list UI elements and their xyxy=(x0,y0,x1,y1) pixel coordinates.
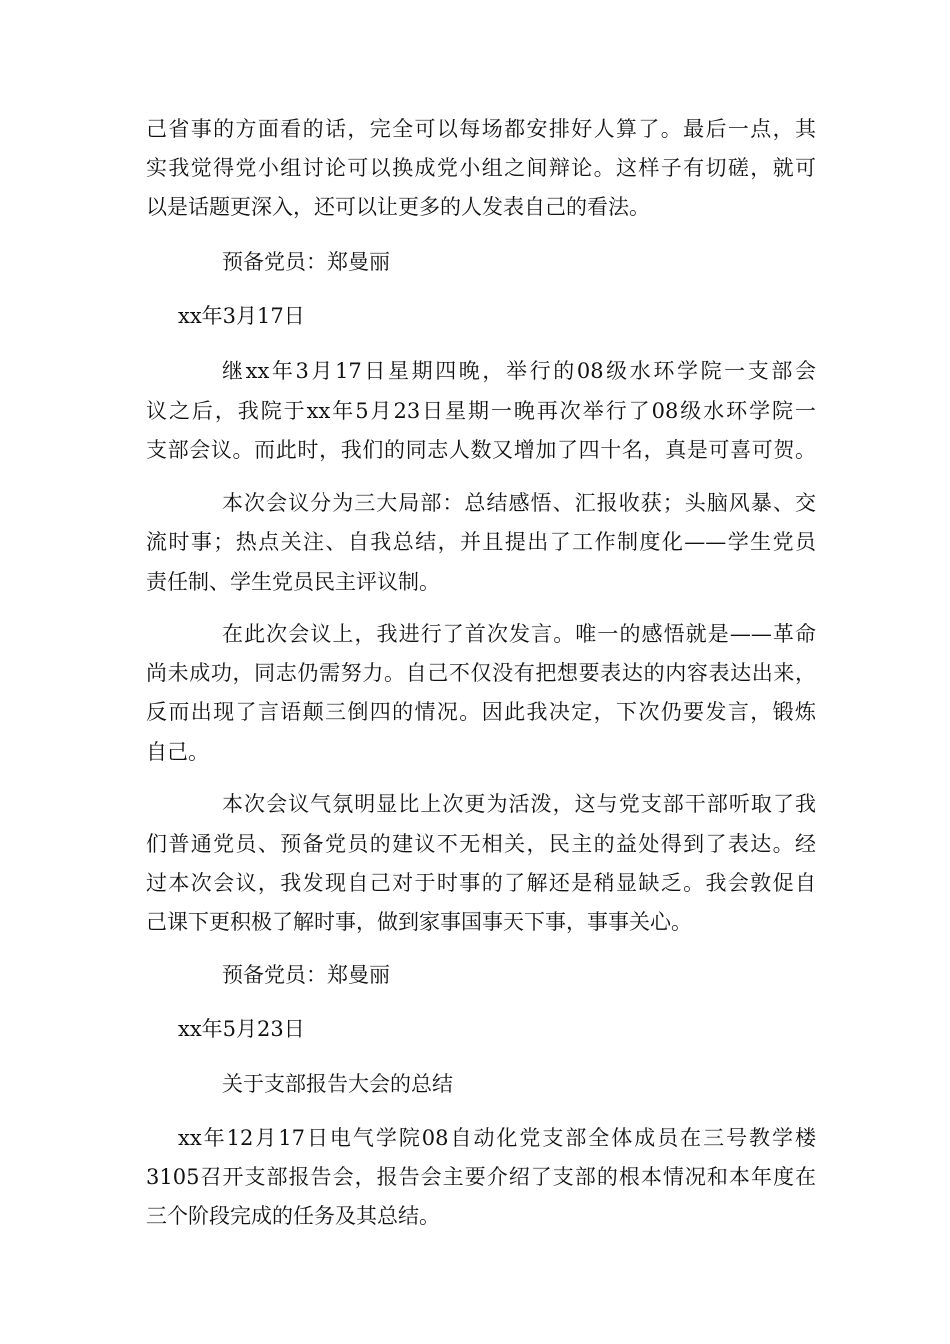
text-line: 以是话题更深入，还可以让更多的人发表自己的看法。 xyxy=(146,195,650,219)
text-line: 在此次会议上，我进行了首次发言。唯一的感悟就是——革命 xyxy=(222,622,816,646)
text-line: 自己。 xyxy=(146,740,209,764)
text-line: 流时事；热点关注、自我总结，并且提出了工作制度化——学生党员 xyxy=(146,530,816,554)
text-line: 继xx年3月17日星期四晚，举行的08级水环学院一支部会 xyxy=(222,359,816,383)
text-line: 己省事的方面看的话，完全可以每场都安排好人算了。最后一点，其 xyxy=(146,117,816,141)
text-line: 本次会议气氛明显比上次更为活泼，这与党支部干部听取了我 xyxy=(222,792,816,816)
text-line: 过本次会议，我发现自己对于时事的了解还是稍显缺乏。我会敦促自 xyxy=(146,871,816,895)
text-line: 己课下更积极了解时事，做到家事国事天下事，事事关心。 xyxy=(146,910,692,934)
date-line: xx年5月23日 xyxy=(178,1017,305,1041)
text-line: 三个阶段完成的任务及其总结。 xyxy=(146,1204,440,1228)
text-line: 实我觉得党小组讨论可以换成党小组之间辩论。这样子有切磋，就可 xyxy=(146,156,816,180)
signature-line: 预备党员：郑曼丽 xyxy=(222,963,390,987)
text-line: xx年12月17日电气学院08自动化党支部全体成员在三号教学楼 xyxy=(178,1126,816,1150)
text-line: 支部会议。而此时，我们的同志人数又增加了四十名，真是可喜可贺。 xyxy=(146,438,816,462)
text-line: 议之后，我院于xx年5月23日星期一晚再次举行了08级水环学院一 xyxy=(146,399,816,423)
text-line: 责任制、学生党员民主评议制。 xyxy=(146,570,440,594)
text-line: 3105召开支部报告会，报告会主要介绍了支部的根本情况和本年度在 xyxy=(146,1165,816,1189)
date-line: xx年3月17日 xyxy=(178,304,305,328)
text-line: 反而出现了言语颠三倒四的情况。因此我决定，下次仍要发言，锻炼 xyxy=(146,700,816,724)
text-line: 尚未成功，同志仍需努力。自己不仅没有把想要表达的内容表达出来， xyxy=(146,661,816,685)
text-line: 本次会议分为三大局部：总结感悟、汇报收获；头脑风暴、交 xyxy=(222,491,816,515)
signature-line: 预备党员：郑曼丽 xyxy=(222,250,390,274)
section-heading: 关于支部报告大会的总结 xyxy=(222,1072,453,1096)
text-line: 们普通党员、预备党员的建议不无相关，民主的益处得到了表达。经 xyxy=(146,832,816,856)
